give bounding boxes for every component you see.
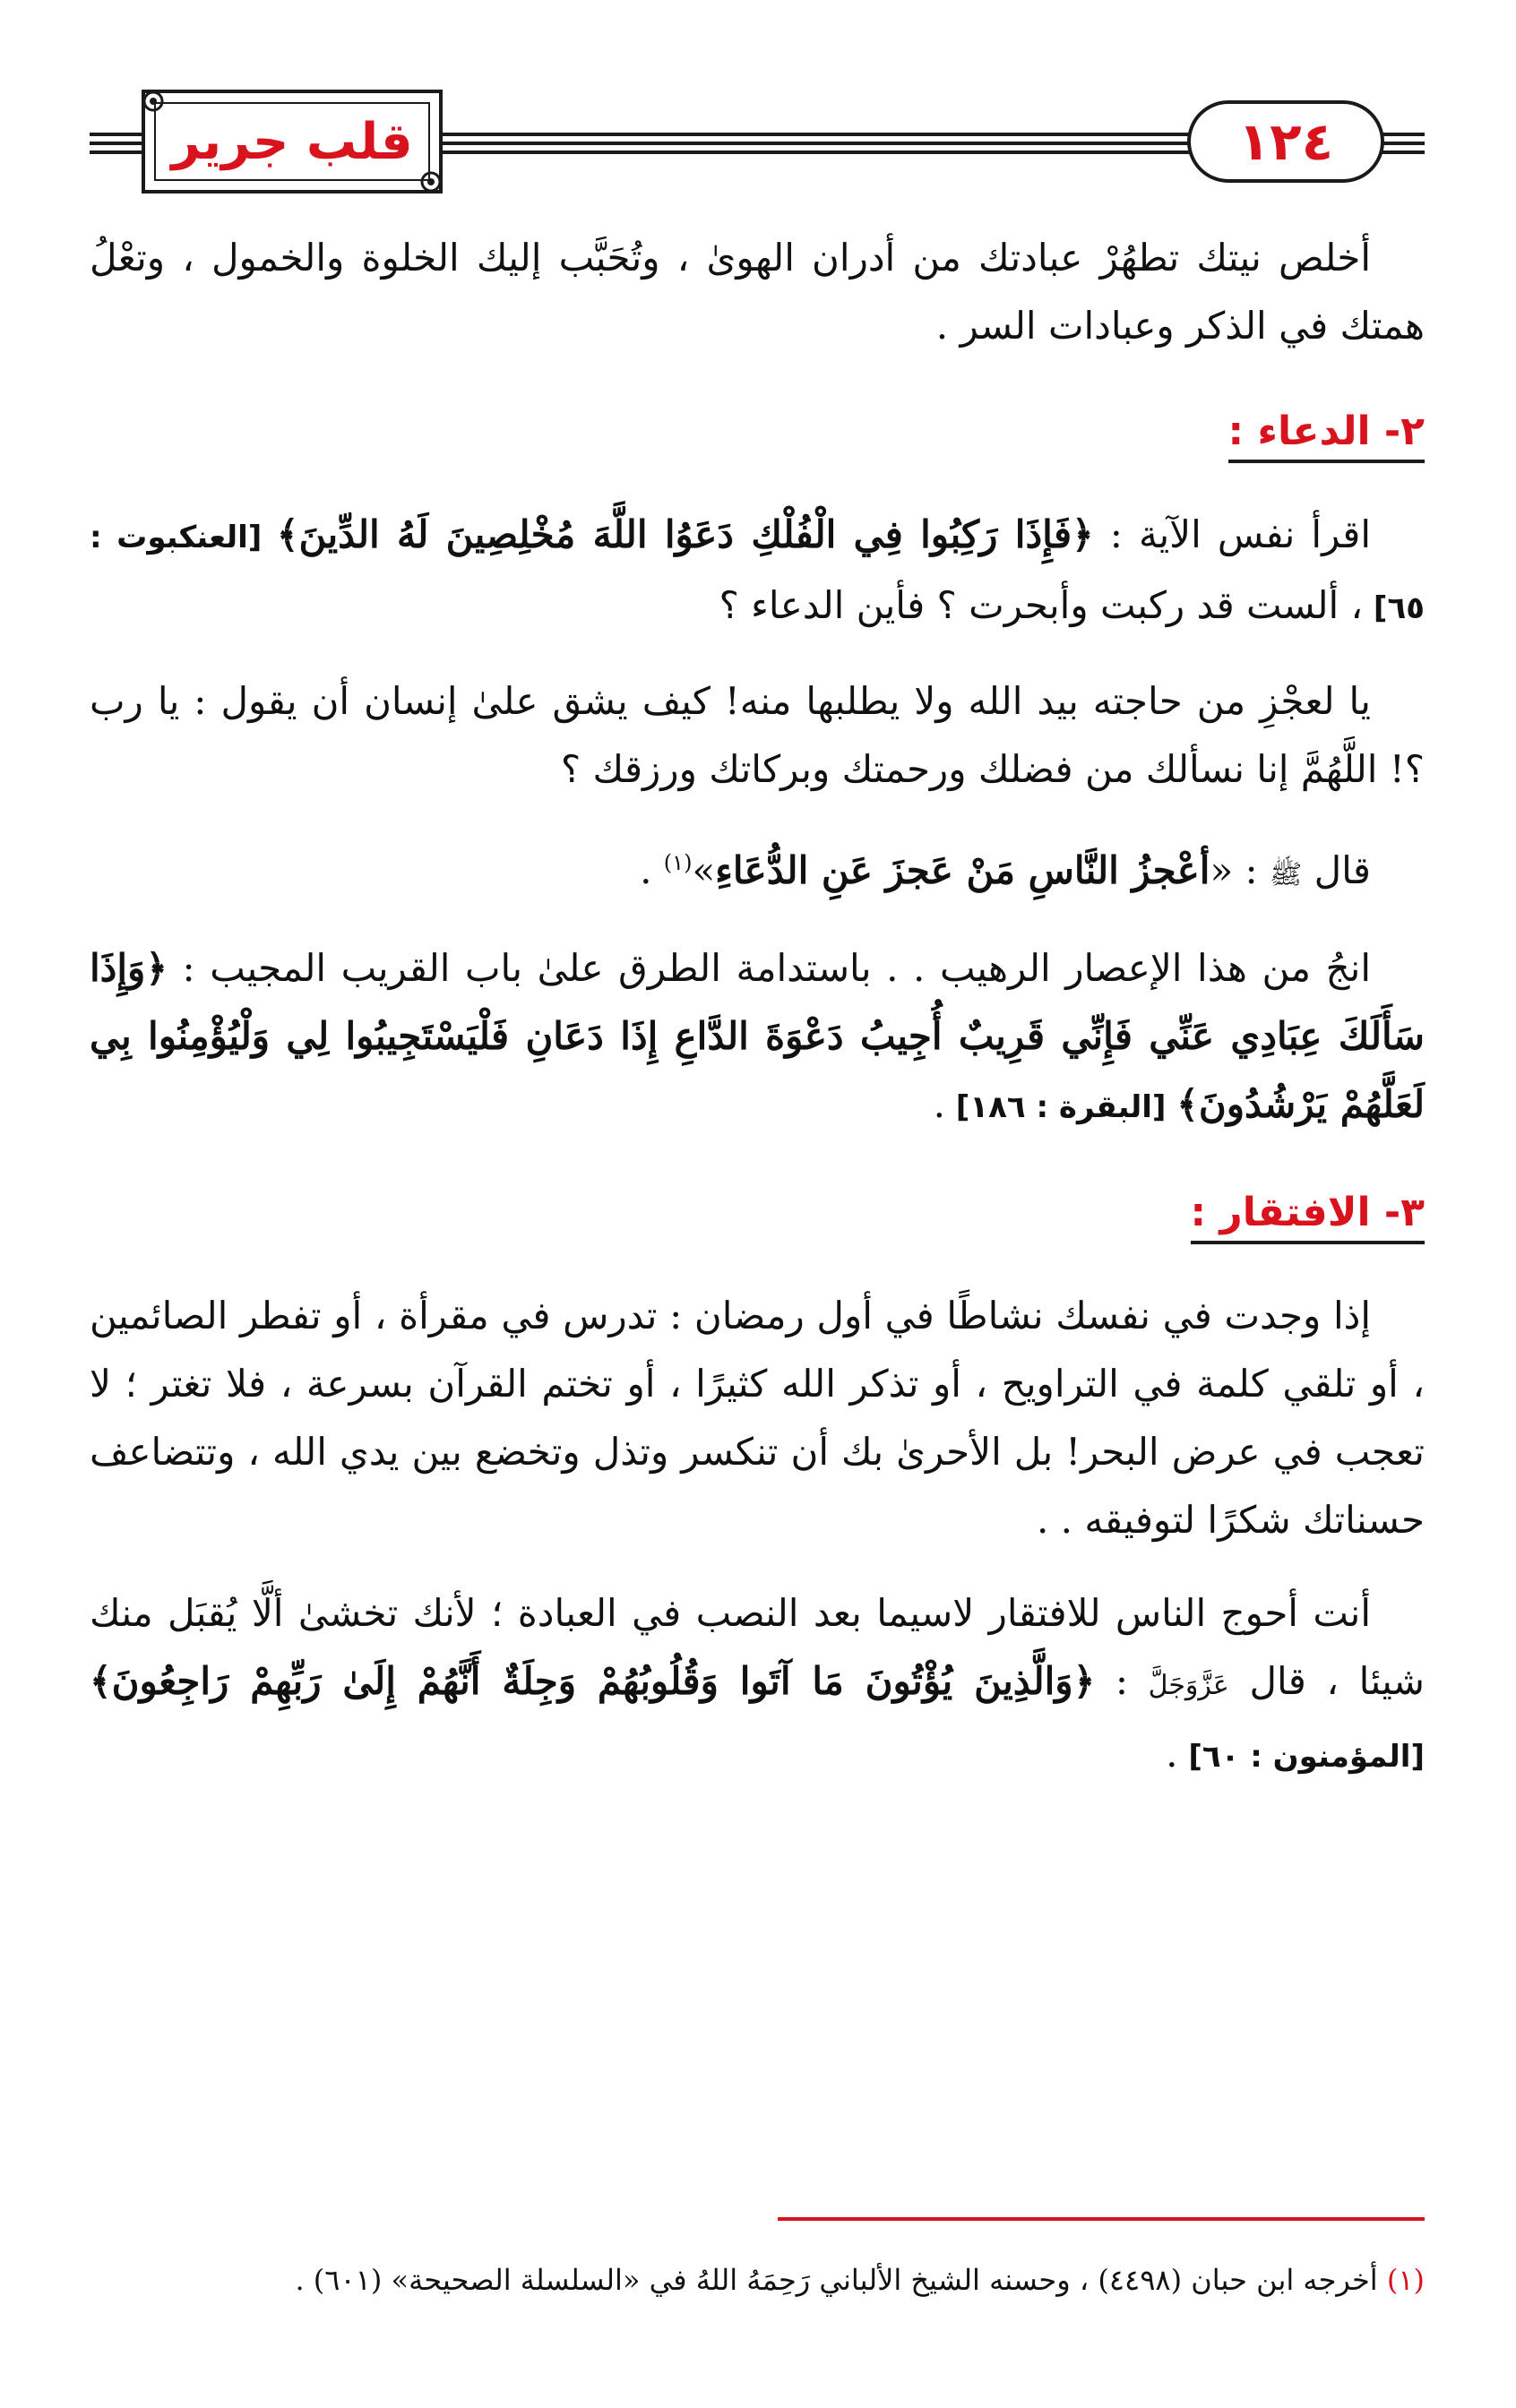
paragraph-hadith (90, 829, 1425, 909)
hadith-text: أعْجزُ النَّاسِ مَنْ عَجزَ عَنِ الدُّعَاءِ (715, 848, 1210, 892)
paragraph-verse-muminun (90, 1579, 1425, 1791)
section-heading-wrap (90, 1166, 1425, 1282)
footnote-text: أخرجه ابن حبان (٤٤٩٨) ، وحسنه الشيخ الألباني رَحِمَهُ اللهُ في «السلسلة الصحيحة» (٦٠١) . (295, 2263, 1387, 2297)
text-segment: أنت أحوج الناس للافتقار لاسيما بعد النصب في العبادة ؛ لأنك تخشىٰ ألَّا يُقبَل منك شيئا ، قال (90, 1591, 1425, 1703)
paragraph-need: يا لعجْزِ من حاجته بيد الله ولا يطلبها منه! كيف يشق علىٰ إنسان أن يقول : يا رب ؟! اللَّهُمَّ إنا نسألك من فضلك ورحمتك وبركاتك ورزقك ؟ (90, 679, 1425, 791)
footnote (90, 2258, 1425, 2302)
quran-verse: ﴿فَإِذَا رَكِبُوا فِي الْفُلْكِ دَعَوُا اللَّهَ مُخْلِصِينَ لَهُ الدِّينَ﴾ (276, 512, 1094, 556)
page-body (90, 224, 1425, 1816)
salla-glyph: ﷺ (1270, 859, 1303, 890)
text-segment: . (933, 1082, 945, 1126)
quran-verse: ﴿وَالَّذِينَ يُؤْتُونَ مَا آتَوا وَقُلُوبُهُمْ وَجِلَةٌ أَنَّهُمْ إِلَىٰ رَبِّهِمْ رَاجِعُونَ﴾ (90, 1659, 1096, 1703)
text-segment: ، ألست قد ركبت وأبحرت ؟ فأين الدعاء ؟ (719, 583, 1364, 627)
paragraph-ramadan: إذا وجدت في نفسك نشاطًا في أول رمضان : تدرس في مقرأة ، أو تفطر الصائمين ، أو تلقي كلمة في التراويح ، أو تذكر الله كثيرًا ، أو تختم القرآن بسرعة ، فلا تغتر ؛ لا تعجب في عرض البحر! بل الأحرىٰ بك أن تنكسر وتذل وتخضع بين يدي الله ، وتتضاعف حسناتك شكرًا لتوفيقه . . (90, 1294, 1426, 1542)
corner-ornament-icon (418, 168, 444, 195)
text-segment: : (1095, 1659, 1149, 1703)
footnote-number: (١) (1386, 2263, 1425, 2297)
text-segment: » (692, 848, 716, 892)
text-segment: اقرأ نفس الآية : (1093, 512, 1371, 556)
text-segment: قال (1302, 848, 1371, 892)
section-heading-neediness: ٣- الافتقار : (1191, 1190, 1426, 1244)
verse-reference: [البقرة : ١٨٦] (944, 1089, 1177, 1125)
page-number: ١٢٤ (1237, 111, 1334, 172)
quran-verse: ﴿وَإِذَا سَأَلَكَ عِبَادِي عَنِّي فَإِنِّي قَرِيبٌ أُجِيبُ دَعْوَةَ الدَّاعِ إِذَا دَعَانِ فَلْيَسْتَجِيبُوا لِي وَلْيُؤْمِنُوا بِي لَعَلَّهُمْ يَرْشُدُونَ﴾ (90, 946, 1425, 1126)
paragraph-verse-ankabut (90, 501, 1425, 642)
section-heading-supplication: ٢- الدعاء : (1228, 408, 1425, 463)
verse-reference: [العنكبوت : ٦٥] (90, 520, 1425, 626)
footnote-marker[interactable]: (١) (663, 850, 693, 875)
book-title-frame (142, 90, 443, 194)
azza-wajal-glyph: عَزَّوَجَلَّ (1148, 1670, 1229, 1701)
book-title: قلب جرير (171, 112, 413, 171)
verse-reference: [المؤمنون : ٦٠] (1177, 1739, 1425, 1775)
text-segment: انجُ من هذا الإعصار الرهيب . . باستدامة الطرق علىٰ باب القريب المجيب : (167, 946, 1371, 990)
paragraph-verse-baqarah (90, 934, 1425, 1141)
page-number-badge (1187, 100, 1384, 183)
section-heading-wrap (90, 385, 1425, 501)
text-segment: : « (1210, 848, 1270, 892)
footnote-divider (778, 2217, 1425, 2221)
corner-ornament-icon (140, 88, 167, 115)
text-segment: . (1166, 1732, 1178, 1776)
text-segment: . (640, 848, 664, 892)
page-header (0, 0, 1516, 206)
paragraph-sincerity: أخلص نيتك تطهُرْ عبادتك من أدران الهوىٰ ، وتُحَبَّب إليك الخلوة والخمول ، وتعْلُ همتك في الذكر وعبادات السر . (90, 236, 1425, 348)
